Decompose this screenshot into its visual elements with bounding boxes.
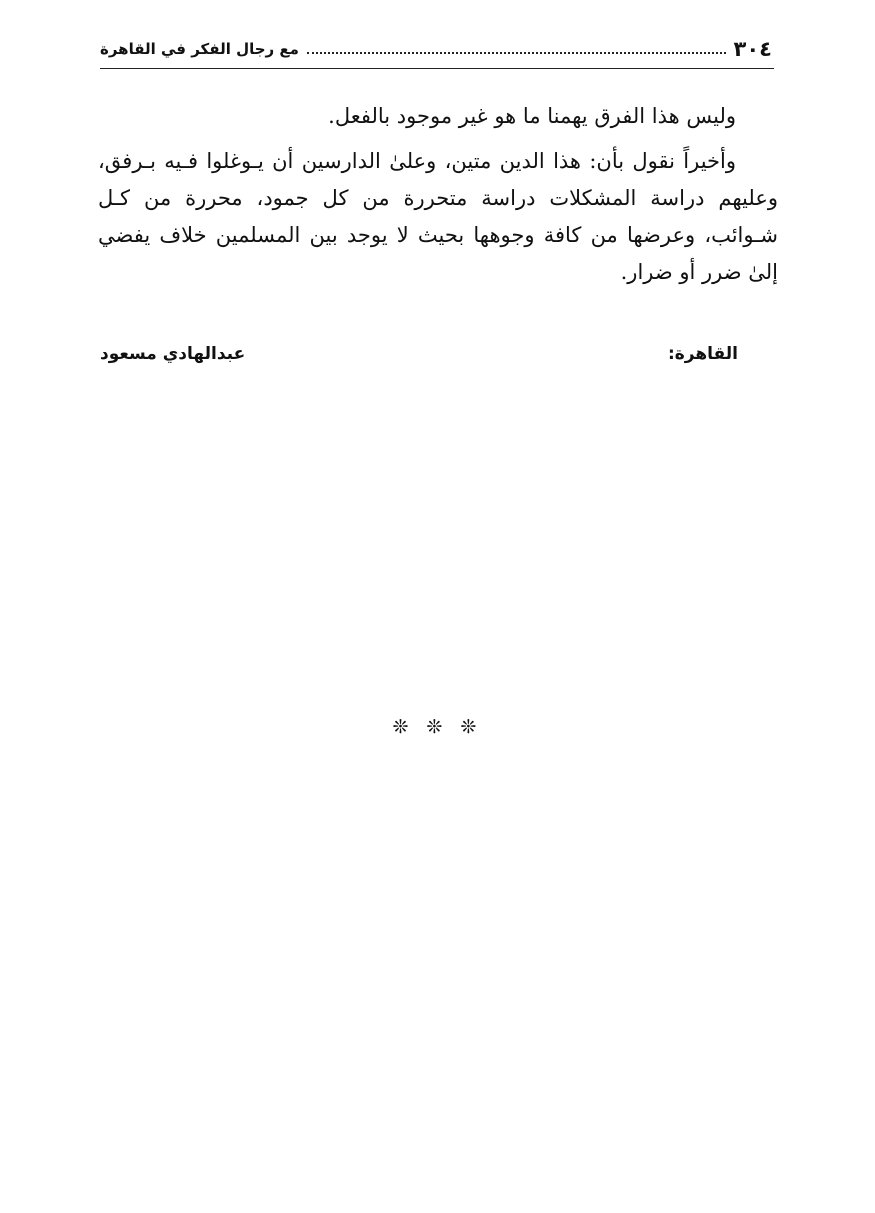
paragraph: وأخيراً نقول بأن: هذا الدين متين، وعلىٰ الدارسين أن يـوغلوا فـيه بـرفق، وعليهم دراسة المشكلات دراسة متحررة من كل جمود، محررة من كـل شـوائب، وعرضها من كافة وجوهها بحيث لا يوجد بين المسلمين خلاف يفضي إلىٰ ضرر أو ضرار. bbox=[98, 149, 778, 284]
signature-line bbox=[100, 344, 738, 372]
page-number: ٣٠٤ bbox=[733, 37, 772, 61]
signature-place: القاهرة: bbox=[667, 344, 738, 364]
body-text bbox=[98, 98, 778, 299]
section-ornament: ❊ ❊ ❊ bbox=[392, 716, 483, 738]
running-header bbox=[100, 34, 772, 64]
running-title: مع رجال الفكر في القاهرة bbox=[100, 40, 299, 58]
paragraph: وليس هذا الفرق يهمنا ما هو غير موجود بالفعل. bbox=[328, 104, 736, 128]
dotted-leader bbox=[307, 52, 726, 54]
header-rule bbox=[100, 68, 774, 69]
signature-author: عبدالهادي مسعود bbox=[100, 344, 246, 364]
